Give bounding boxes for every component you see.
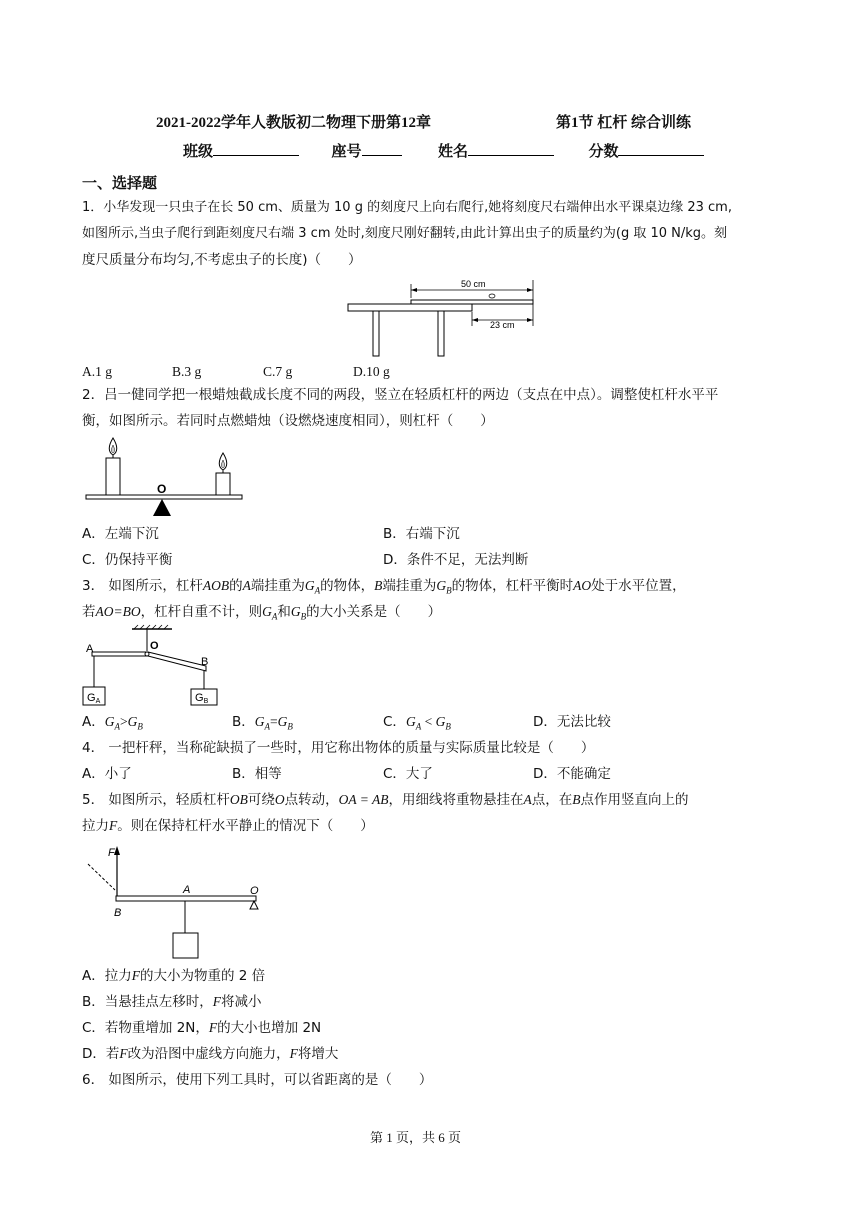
name-label: 姓名 [437,142,468,160]
q5-option-b[interactable]: B．当悬挂点左移时，F将减小 [82,994,262,1010]
q4-option-a[interactable]: A．小了 [82,766,132,782]
score-label: 分数 [588,142,619,160]
q5-fig-label-o: O [250,885,259,897]
title-right: 第1节 杠杆 综合训练 [556,115,692,131]
q2-line-1: 2．吕一健同学把一根蜡烛截成长度不同的两段，竖立在轻质杠杆的两边（支点在中点）。调整使杠杆水平平 [82,387,719,403]
q2-line-2: 衡，如图所示。若同时点燃蜡烛（设燃烧速度相同），则杠杆（ ） [82,413,494,429]
q4-line: 4． 一把杆秤，当称砣缺损了一些时，用它称出物体的质量与实际质量比较是（ ） [82,740,595,756]
student-info-row [183,140,704,161]
page-subtitle [556,111,691,132]
q3-figure-aob-lever [80,625,220,709]
q3-option-c[interactable]: C．$G_A < G_B$ [383,714,451,732]
page-number: 第 1 页，共 6 页 [370,1130,462,1145]
q5-figure-ob-lever [82,840,268,964]
seat-blank[interactable] [362,140,402,156]
q3-option-d[interactable]: D．无法比较 [533,714,611,730]
score-blank[interactable] [618,140,704,156]
q2-option-a[interactable]: A．左端下沉 [82,526,159,542]
q2-option-b[interactable]: B．右端下沉 [383,526,460,542]
q2-option-c[interactable]: C．仍保持平衡 [82,552,173,568]
q1-fig-label-50: 50 cm [461,279,486,289]
q3-fig-label-a: A [86,643,94,655]
q5-fig-label-a: A [183,884,191,896]
q5-line-1: 5． 如图所示，轻质杠杆OB可绕O点转动，OA = AB，用细线将重物悬挂在A点，在B点作用竖直向上的 [82,792,689,808]
q3-fig-label-b: B [201,656,209,668]
insect-icon [489,294,495,298]
q5-fig-label-f: F [108,847,115,859]
q3-line-1: 3． 如图所示，杠杆AOB的A端挂重为$G_A$的物体，B端挂重为$G_B$的物体，杠杆平衡时AO处于水平位置， [82,578,686,596]
q5-option-c[interactable]: C．若物重增加 2N，F的大小也增加 2N [82,1020,322,1036]
seat-label: 座号 [331,142,362,160]
q2-fig-label-o: O [157,482,167,496]
section-title: 一、选择题 [82,174,158,192]
q5-option-d[interactable]: D．若F改为沿图中虚线方向施力，F将增大 [82,1046,339,1062]
name-blank[interactable] [468,140,554,156]
q3-line-2: 若AO=BO，杠杆自重不计，则$G_A$和$G_B$的大小关系是（ ） [82,604,442,622]
q1-line-3: 度尺质量分布均匀,不考虑虫子的长度)（ ） [82,252,362,268]
q2-figure-candles-lever [84,436,246,518]
q4-option-d[interactable]: D．不能确定 [533,766,611,782]
q5-fig-label-b: B [114,907,122,919]
q1-line-2: 如图所示,当虫子爬行到距刻度尺右端 3 cm 处时,刻度尺刚好翻转,由此计算出虫子的质量约为(g 取 10 N/kg。刻 [82,226,728,241]
q1-option-b[interactable]: B.3 g [172,364,202,379]
q1-option-a[interactable]: A.1 g [82,364,112,379]
class-label: 班级 [183,142,214,160]
q1-fig-label-23: 23 cm [490,320,515,330]
class-blank[interactable] [213,140,299,156]
title-left: 2021-2022学年人教版初二物理下册第12章 [156,115,431,131]
q3-fig-label-ga: GA [87,692,101,705]
q2-option-d[interactable]: D．条件不足，无法判断 [383,552,529,568]
q4-option-c[interactable]: C．大了 [383,766,433,782]
q3-option-a[interactable]: A．$G_A>G_B$ [82,714,143,732]
q3-option-b[interactable]: B．$G_A=G_B$ [232,714,293,732]
q1-line-1: 1．小华发现一只虫子在长 50 cm、质量为 10 g 的刻度尺上向右爬行,她将刻度尺右端伸出水平课桌边缘 23 cm, [82,200,732,215]
q3-fig-label-o: O [150,640,159,652]
page-title [156,111,431,132]
q1-option-d[interactable]: D.10 g [353,364,390,379]
q5-line-2: 拉力F。则在保持杠杆水平静止的情况下（ ） [82,818,374,834]
q5-option-a[interactable]: A．拉力F的大小为物重的 2 倍 [82,968,266,984]
q1-option-c[interactable]: C.7 g [263,364,293,379]
q1-figure-ruler-on-desk [340,276,540,360]
q4-option-b[interactable]: B．相等 [232,766,282,782]
q6-line: 6． 如图所示，使用下列工具时，可以省距离的是（ ） [82,1072,433,1088]
q3-fig-label-gb: GB [195,692,209,705]
